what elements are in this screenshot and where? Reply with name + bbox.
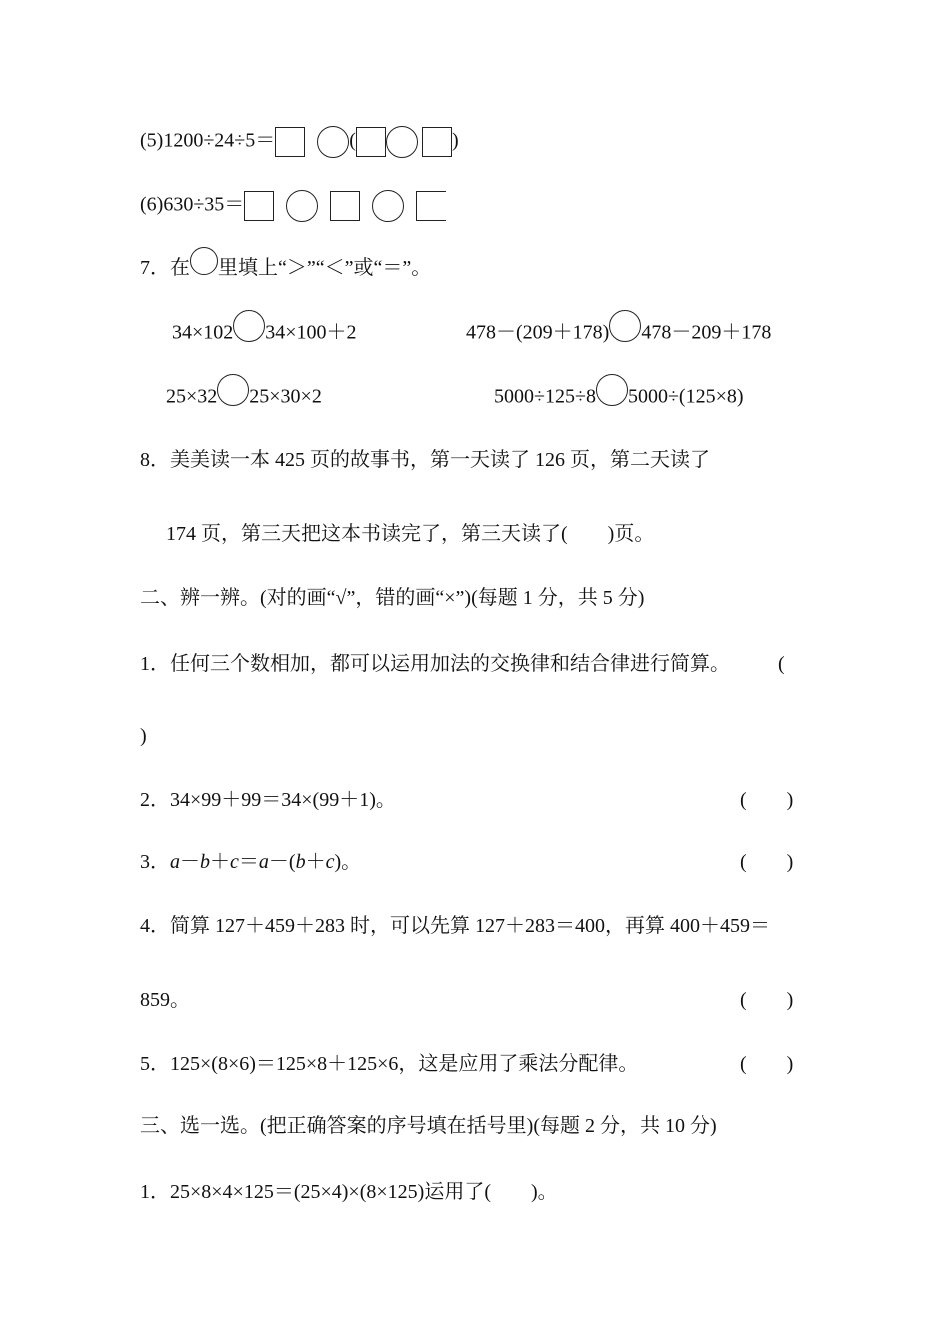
judge-q4-line1: 4．简算 127＋459＋283 时，可以先算 127＋283＝400，再算 400＋459＝: [140, 915, 770, 937]
judge-q5-answer[interactable]: ( ): [740, 1053, 794, 1075]
judge-q3: [140, 848, 361, 876]
operator-circle[interactable]: [372, 190, 404, 222]
compare-right: 478－209＋178: [641, 321, 772, 344]
q7-intro-a: 7．在: [140, 257, 190, 279]
compare-d: [494, 382, 744, 414]
fill-q5: [140, 126, 459, 158]
compare-a: [172, 318, 357, 350]
var-b: b: [295, 851, 306, 873]
op: )。: [334, 851, 362, 873]
sample-circle-icon: [190, 247, 218, 275]
operator-circle[interactable]: [286, 190, 318, 222]
compare-right: 25×30×2: [249, 385, 322, 408]
fill-q6: [140, 190, 446, 222]
compare-circle[interactable]: [217, 374, 249, 406]
q5-expression: (5)1200÷24÷5＝: [140, 129, 276, 152]
judge-q2-answer[interactable]: ( ): [740, 789, 794, 811]
var-a: a: [170, 851, 180, 873]
q7-intro-b: 里填上“＞”“＜”或“＝”。: [218, 257, 432, 279]
compare-left: 478－(209＋178): [466, 321, 610, 344]
judge-q1-paren-open[interactable]: (: [778, 653, 785, 675]
fill-q7-intro: [140, 254, 431, 283]
op: －: [180, 851, 200, 873]
answer-box[interactable]: [244, 191, 274, 221]
compare-circle[interactable]: [609, 310, 641, 342]
q5-paren-open: (: [349, 129, 356, 152]
op: ＋: [305, 851, 326, 873]
section-choose-header: 三、选一选。(把正确答案的序号填在括号里)(每题 2 分，共 10 分): [140, 1115, 717, 1137]
compare-right: 34×100＋2: [265, 321, 357, 344]
judge-q4-answer[interactable]: ( ): [740, 989, 794, 1011]
answer-box[interactable]: [422, 127, 452, 157]
op: －(: [268, 851, 296, 873]
judge-q5: 5．125×(8×6)＝125×8＋125×6，这是应用了乘法分配律。: [140, 1053, 639, 1075]
judge-q1: 1．任何三个数相加，都可以运用加法的交换律和结合律进行简算。: [140, 653, 730, 675]
q3-number: 3．: [140, 851, 170, 873]
q5-paren-close: ): [451, 129, 459, 152]
q6-expression: (6)630÷35＝: [140, 193, 245, 216]
compare-circle[interactable]: [233, 310, 265, 342]
judge-q2: 2．34×99＋99＝34×(99＋1)。: [140, 789, 396, 811]
var-b: b: [200, 851, 210, 873]
answer-box[interactable]: [330, 191, 360, 221]
judge-q4-line2: 859。: [140, 989, 190, 1011]
compare-right: 5000÷(125×8): [627, 385, 744, 408]
compare-left: 5000÷125÷8: [494, 385, 596, 408]
var-c: c: [325, 851, 335, 873]
op: ＝: [238, 851, 259, 873]
answer-box[interactable]: [416, 191, 446, 221]
fill-q8-line2: 174 页，第三天把这本书读完了，第三天读了( )页。: [166, 523, 655, 545]
answer-box[interactable]: [356, 127, 386, 157]
compare-c: [166, 382, 322, 414]
operator-circle[interactable]: [386, 126, 418, 158]
var-c: c: [230, 851, 239, 873]
judge-q1-paren-close[interactable]: ): [140, 725, 147, 747]
op: ＋: [210, 851, 230, 873]
answer-box[interactable]: [275, 127, 305, 157]
section-judge-header: 二、辨一辨。(对的画“√”，错的画“×”)(每题 1 分，共 5 分): [140, 587, 645, 609]
compare-left: 34×102: [172, 321, 234, 344]
compare-left: 25×32: [166, 385, 218, 408]
compare-b: [466, 318, 771, 350]
judge-q3-answer[interactable]: ( ): [740, 851, 794, 873]
var-a: a: [258, 851, 269, 873]
operator-circle[interactable]: [317, 126, 349, 158]
compare-circle[interactable]: [596, 374, 628, 406]
fill-q8-line1: 8．美美读一本 425 页的故事书，第一天读了 126 页，第二天读了: [140, 449, 710, 471]
choose-q1: 1．25×8×4×125＝(25×4)×(8×125)运用了( )。: [140, 1181, 558, 1203]
